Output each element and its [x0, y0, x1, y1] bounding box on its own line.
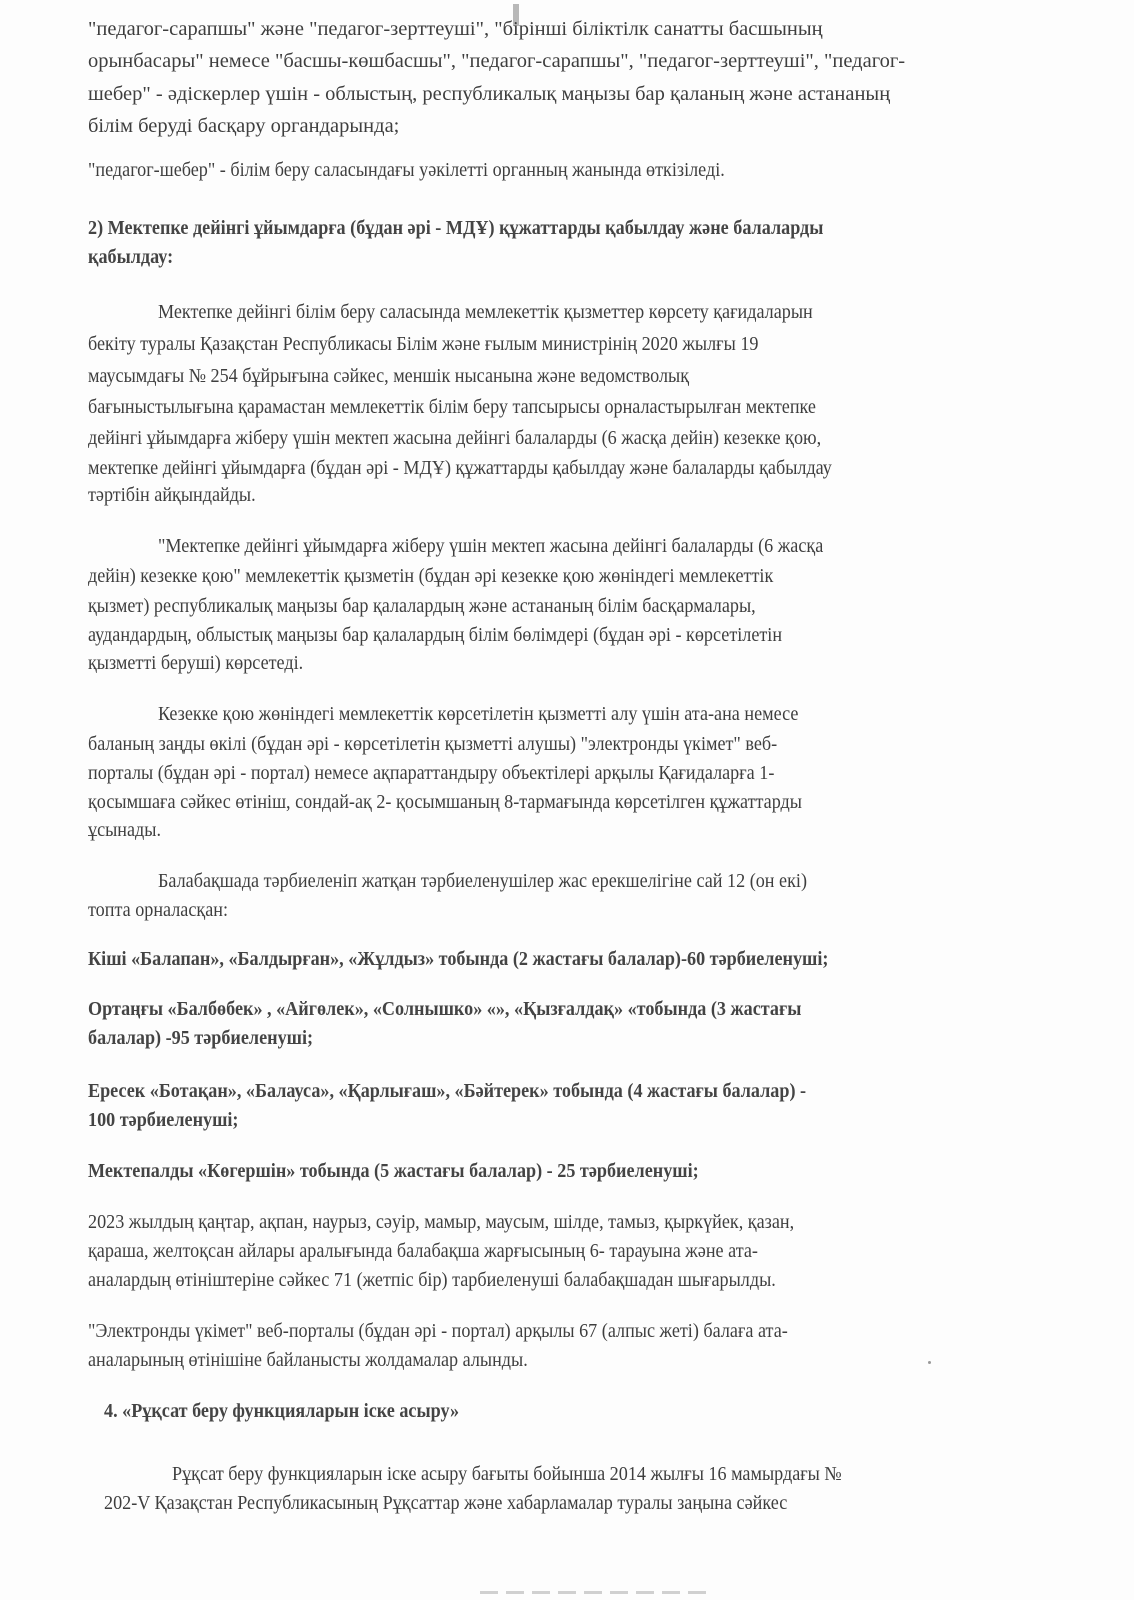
paragraph-line: 202-V Қазақстан Республикасының Рұқсаттар және хабарламалар туралы заңына сәйкес — [104, 1493, 788, 1514]
paragraph-line: аналардың өтініштеріне сәйкес 71 (жетпіс бір) тарбиеленуші балабақшадан шығарылды. — [88, 1270, 776, 1291]
paragraph-line: топта орналасқан: — [88, 900, 228, 921]
paragraph-line: порталы (бұдан әрі - портал) немесе ақпараттандыру объектілері арқылы Қағидаларға 1- — [88, 763, 775, 784]
paragraph-line: 2023 жылдың қаңтар, ақпан, наурыз, сәуір, мамыр, маусым, шілде, тамыз, қыркүйек, қазан, — [88, 1212, 795, 1233]
paragraph-line: қосымшаға сәйкес өтініш, сондай-ақ 2- қосымшаның 8-тармағында көрсетілген құжаттарды — [88, 792, 802, 813]
paragraph-line: Балабақшада тәрбиеленіп жатқан тәрбиеленушілер жас ерекшелігіне сай 12 (он екі) — [158, 871, 807, 892]
group-line: Ересек «Ботақан», «Балауса», «Қарлығаш», «Бәйтерек» тобында (4 жастағы балалар) - — [88, 1081, 807, 1102]
paragraph-line: Мектепке дейінгі білім беру саласында мемлекеттік қызметтер көрсету қағидаларын — [158, 302, 813, 323]
scan-artifact — [480, 1591, 710, 1594]
intro-line: шебер" - әдіскерлер үшін - облыстың, республикалық маңызы бар қаланың және астананың — [88, 83, 891, 105]
intro-line: "педагог-сарапшы" және "педагог-зерттеуші", "бірінші біліктілк санатты басшының — [88, 18, 823, 40]
section-2-heading: 2) Мектепке дейінгі ұйымдарға (бұдан әрі - МДҰ) құжаттарды қабылдау және балаларды — [88, 218, 824, 239]
intro-line: орынбасары" немесе "басшы-көшбасшы", "педагог-сарапшы", "педагог-зерттеуші", "педагог- — [88, 50, 906, 72]
paragraph-line: дейін) кезекке қою" мемлекеттік қызметін (бұдан әрі кезекке қою жөніндегі мемлекеттік — [88, 566, 774, 587]
paragraph-line: аудандардың, облыстық маңызы бар қалалардың білім бөлімдері (бұдан әрі - көрсетілетін — [88, 625, 783, 646]
paragraph-line: қызметті беруші) көрсетеді. — [88, 653, 304, 674]
group-line: Мектепалды «Көгершін» тобында (5 жастағы балалар) - 25 тәрбиеленуші; — [88, 1161, 699, 1182]
group-line: Кіші «Балапан», «Балдырған», «Жұлдыз» тобында (2 жастағы балалар)-60 тәрбиеленуші; — [88, 949, 829, 970]
paragraph-line: Кезекке қою жөніндегі мемлекеттік көрсетілетін қызметті алу үшін ата-ана немесе — [158, 704, 799, 725]
paragraph-line: баланың заңды өкілі (бұдан әрі - көрсетілетін қызметті алушы) "электронды үкімет" веб- — [88, 734, 778, 755]
group-line: балалар) -95 тәрбиеленуші; — [88, 1028, 314, 1049]
paragraph-line: дейінгі ұйымдарға жіберу үшін мектеп жасына дейінгі балаларды (6 жасқа дейін) кезекке қою, — [88, 428, 822, 449]
paragraph-line: "Мектепке дейінгі ұйымдарға жіберу үшін мектеп жасына дейінгі балаларды (6 жасқа — [158, 536, 824, 557]
group-line: Ортаңғы «Балбөбек» , «Айгөлек», «Солнышко» «», «Қызғалдақ» «тобында (3 жастағы — [88, 999, 802, 1020]
intro-line: білім беруді басқару органдарында; — [88, 115, 400, 137]
section-2-heading: қабылдау: — [88, 247, 174, 268]
paragraph-line: "Электронды үкімет" веб-порталы (бұдан әрі - портал) арқылы 67 (алпыс жеті) балаға ата- — [88, 1321, 788, 1342]
paragraph-line: маусымдағы № 254 бұйрығына сәйкес, меншік нысанына және ведомстволық — [88, 366, 690, 387]
paragraph-line: қызмет) республикалық маңызы бар қалалардың және астананың білім басқармалары, — [88, 596, 756, 617]
paragraph-line: ұсынады. — [88, 820, 162, 841]
paragraph-line: қараша, желтоқсан айлары аралығында балабақша жарғысының 6- тарауына және ата- — [88, 1241, 758, 1262]
section-4-heading: 4. «Рұқсат беру функцияларын іске асыру» — [104, 1401, 460, 1422]
paragraph-line: тәртібін айқындайды. — [88, 485, 256, 506]
paragraph-line: Рұқсат беру функцияларын іске асыру бағыты бойынша 2014 жылғы 16 мамырдағы № — [172, 1464, 842, 1485]
paragraph-line: бағыныстылығына қарамастан мемлекеттік білім беру тапсырысы орналастырылған мектепке — [88, 397, 816, 418]
group-line: 100 тәрбиеленуші; — [88, 1110, 239, 1131]
paragraph-line: аналарының өтінішіне байланысты жолдамалар алынды. — [88, 1350, 528, 1371]
master-line: "педагог-шебер" - білім беру саласындағы уәкілетті органның жанында өткізіледі. — [88, 160, 725, 181]
paragraph-line: мектепке дейінгі ұйымдарға (бұдан әрі - МДҰ) құжаттарды қабылдау және балаларды қабылдау — [88, 458, 832, 479]
paragraph-line: бекіту туралы Қазақстан Республикасы Білім және ғылым министрінің 2020 жылғы 19 — [88, 334, 759, 355]
scan-speck — [928, 1361, 931, 1364]
